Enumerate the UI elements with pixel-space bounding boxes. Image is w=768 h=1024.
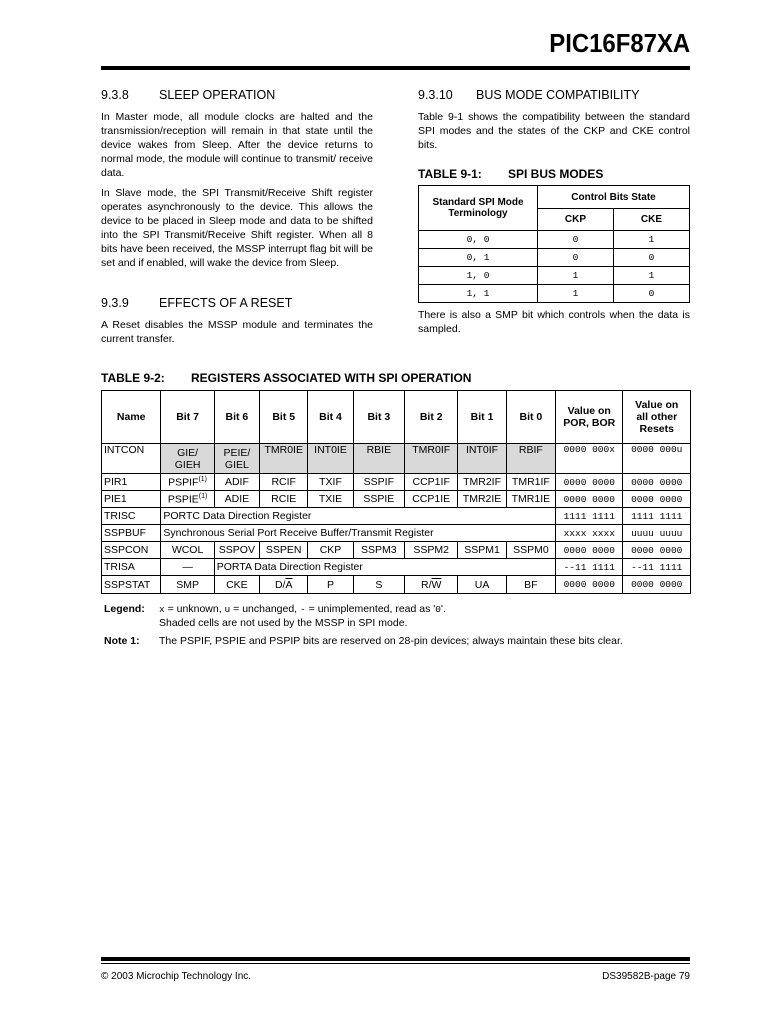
cell-bit0: SSPM0	[506, 542, 555, 559]
header-oth-line3: Resets	[639, 423, 674, 435]
section-number: 9.3.8	[101, 88, 129, 102]
section-9-3-8-heading	[101, 88, 275, 102]
header-oth-line1: Value on	[635, 399, 679, 411]
cell-bit2: TMR0IF	[405, 444, 458, 474]
header-bit7: Bit 7	[161, 391, 214, 444]
legend-text: = unchanged,	[230, 603, 301, 615]
table-number: TABLE 9-1:	[418, 167, 482, 181]
header-por-line2: POR, BOR	[563, 417, 616, 429]
cell-por: xxxx xxxx	[556, 525, 623, 542]
header-bit2: Bit 2	[405, 391, 458, 444]
cell-cke: 1	[613, 267, 689, 285]
page-header-title: PIC16F87XA	[549, 28, 690, 58]
cell-bit7: SMP	[161, 576, 214, 594]
cell-text-overline: $\overline{W}$	[431, 578, 442, 591]
cell-bit1: SSPM1	[458, 542, 506, 559]
cell-ckp: 0	[538, 249, 614, 267]
cell-bit3: SSPM3	[353, 542, 404, 559]
cell-bit3: SSPIE	[353, 491, 404, 508]
cell-bit3: RBIE	[353, 444, 404, 474]
table-9-2-title	[101, 371, 471, 385]
cell-bit3: S	[353, 576, 404, 594]
cell-bit6	[214, 444, 259, 474]
cell-line: GIEH	[174, 458, 201, 471]
cell-description: PORTA Data Direction Register	[214, 559, 555, 576]
cell-bit5	[260, 576, 308, 594]
cell-bit0: TMR1IE	[506, 491, 555, 508]
cell-bit3: SSPIF	[353, 474, 404, 491]
section-number: 9.3.9	[101, 296, 129, 310]
cell-bit1: INT0IF	[458, 444, 506, 474]
table-9-1-title	[418, 167, 603, 181]
cell-name: PIR1	[102, 474, 161, 491]
cell-bit0: BF	[506, 576, 555, 594]
footnote-ref: (1)	[198, 475, 208, 483]
cell-bit1: TMR2IF	[458, 474, 506, 491]
cell-line: GIE/	[177, 446, 199, 459]
cell-description: Synchronous Serial Port Receive Buffer/Transmit Register	[161, 525, 556, 542]
cell-bit6: ADIE	[214, 491, 259, 508]
table-number: TABLE 9-2:	[101, 371, 165, 385]
header-oth-line2: all other	[636, 411, 678, 423]
cell-por: --11 1111	[556, 559, 623, 576]
cell-por: 0000 0000	[556, 576, 623, 594]
cell-text-overline: $\overline{A}$	[285, 578, 293, 591]
cell-bit5: RCIE	[260, 491, 308, 508]
header-bit5: Bit 5	[260, 391, 308, 444]
header-mode-line1: Standard SPI Mode	[432, 197, 524, 208]
cell-bit1: UA	[458, 576, 506, 594]
table-row-trisa	[102, 559, 691, 576]
cell-bit4: P	[308, 576, 353, 594]
header-por	[556, 391, 623, 444]
cell-bit4: INT0IE	[308, 444, 353, 474]
cell-bit1: TMR2IE	[458, 491, 506, 508]
cell-ckp: 0	[538, 231, 614, 249]
footer-rule-thin	[101, 963, 690, 964]
cell-name: PIE1	[102, 491, 161, 508]
cell-bit2	[405, 576, 458, 594]
section-title: SLEEP OPERATION	[159, 88, 276, 102]
table-caption: SPI BUS MODES	[508, 167, 604, 181]
cell-other: uuuu uuuu	[623, 525, 691, 542]
table-caption: REGISTERS ASSOCIATED WITH SPI OPERATION	[191, 371, 472, 385]
cell-line: GIEL	[224, 458, 249, 471]
footnote-ref: (1)	[198, 492, 208, 500]
table-row	[419, 267, 690, 285]
smp-paragraph: There is also a SMP bit which controls when the data is sampled.	[418, 309, 690, 335]
bus-mode-paragraph: Table 9-1 shows the compatibility between the standard SPI modes and the states of the CKP and CKE control bits.	[418, 111, 690, 151]
table-row	[419, 231, 690, 249]
header-ckp: CKP	[538, 209, 614, 231]
legend-text: '.	[440, 603, 446, 615]
header-rule	[101, 66, 690, 70]
cell-bit4: CKP	[308, 542, 353, 559]
table-row-intcon	[102, 444, 691, 474]
cell-name: SSPBUF	[102, 525, 161, 542]
cell-name: TRISA	[102, 559, 161, 576]
section-9-3-9-heading	[101, 296, 292, 310]
legend-text: = unimplemented, read as '	[305, 603, 436, 615]
cell-mode: 0, 1	[419, 249, 538, 267]
cell-bit7	[161, 491, 214, 508]
cell-por: 0000 000x	[556, 444, 623, 474]
legend-symbol: u	[224, 604, 231, 615]
header-other-resets	[623, 391, 691, 444]
section-number: 9.3.10	[418, 88, 453, 102]
cell-other: 0000 0000	[623, 576, 691, 594]
legend-line-1	[159, 603, 446, 615]
table-row-pir1	[102, 474, 691, 491]
cell-bit2: CCP1IE	[405, 491, 458, 508]
header-mode	[419, 186, 538, 231]
cell-line: PEIE/	[223, 446, 251, 459]
table-row-trisc	[102, 508, 691, 525]
cell-bit7: WCOL	[161, 542, 214, 559]
section-title: EFFECTS OF A RESET	[159, 296, 293, 310]
cell-bit7: —	[161, 559, 214, 576]
cell-name: SSPSTAT	[102, 576, 161, 594]
cell-por: 0000 0000	[556, 542, 623, 559]
header-cke: CKE	[613, 209, 689, 231]
cell-mode: 1, 0	[419, 267, 538, 285]
cell-description: PORTC Data Direction Register	[161, 508, 556, 525]
cell-por: 1111 1111	[556, 508, 623, 525]
cell-bit7	[161, 474, 214, 491]
table-row	[419, 249, 690, 267]
footer-copyright: © 2003 Microchip Technology Inc.	[101, 971, 252, 982]
cell-mode: 1, 1	[419, 285, 538, 303]
note-label: Note 1:	[104, 635, 140, 647]
legend-symbol: -	[300, 604, 306, 615]
cell-bit4: TXIF	[308, 474, 353, 491]
cell-bit5: TMR0IE	[260, 444, 308, 474]
cell-bit6: CKE	[214, 576, 259, 594]
footer-rule-thick	[101, 957, 690, 961]
table-row-sspcon	[102, 542, 691, 559]
cell-cke: 0	[613, 249, 689, 267]
table-row-sspbuf	[102, 525, 691, 542]
sleep-paragraph-1: In Master mode, all module clocks are halted and the transmission/reception will remain in that state until the device wakes from Sleep. After the device returns to normal mode, the module will continue to transmit/ receive data.	[101, 111, 373, 179]
cell-other: 0000 0000	[623, 542, 691, 559]
cell-por: 0000 0000	[556, 491, 623, 508]
cell-bit7	[161, 444, 214, 474]
cell-other: 1111 1111	[623, 508, 691, 525]
cell-other: 0000 0000	[623, 491, 691, 508]
cell-other: 0000 0000	[623, 474, 691, 491]
cell-other: --11 1111	[623, 559, 691, 576]
cell-bit2: SSPM2	[405, 542, 458, 559]
section-title: BUS MODE COMPATIBILITY	[476, 88, 640, 102]
legend-text: = unknown,	[164, 603, 225, 615]
header-bit4: Bit 4	[308, 391, 353, 444]
header-control-bits: Control Bits State	[538, 186, 690, 209]
cell-ckp: 1	[538, 267, 614, 285]
cell-text: PSPIF	[168, 476, 199, 489]
header-bit3: Bit 3	[353, 391, 404, 444]
header-name: Name	[102, 391, 161, 444]
cell-bit6: SSPOV	[214, 542, 259, 559]
spi-registers-table	[101, 390, 691, 594]
cell-cke: 1	[613, 231, 689, 249]
cell-por: 0000 0000	[556, 474, 623, 491]
header-mode-line2: Terminology	[448, 208, 508, 219]
footer-page-number: DS39582B-page 79	[602, 971, 690, 982]
table-header-row	[102, 391, 691, 444]
cell-name: SSPCON	[102, 542, 161, 559]
header-por-line1: Value on	[567, 405, 611, 417]
cell-bit5: SSPEN	[260, 542, 308, 559]
cell-name: INTCON	[102, 444, 161, 474]
header-bit0: Bit 0	[506, 391, 555, 444]
cell-text: PSPIE	[167, 493, 199, 506]
cell-bit0: RBIF	[506, 444, 555, 474]
cell-bit2: CCP1IF	[405, 474, 458, 491]
cell-mode: 0, 0	[419, 231, 538, 249]
cell-bit6: ADIF	[214, 474, 259, 491]
cell-bit4: TXIE	[308, 491, 353, 508]
sleep-paragraph-2: In Slave mode, the SPI Transmit/Receive Shift register operates asynchronously to the device. This allows the device to be placed in Sleep mode and data to be shifted into the SPI Transmit/Receive Shift register. When all 8 bits have been received, the MSSP interrupt flag bit will be set and if enabled, will wake the device from Sleep.	[101, 187, 373, 269]
cell-ckp: 1	[538, 285, 614, 303]
table-row-sspstat	[102, 576, 691, 594]
header-bit1: Bit 1	[458, 391, 506, 444]
section-9-3-10-heading	[418, 88, 639, 102]
legend-label: Legend:	[104, 603, 145, 615]
spi-bus-modes-table	[418, 185, 690, 303]
header-bit6: Bit 6	[214, 391, 259, 444]
legend-symbol: 0	[435, 604, 441, 615]
table-row-pie1	[102, 491, 691, 508]
cell-text: D/	[274, 578, 286, 591]
note-text: The PSPIF, PSPIE and PSPIP bits are reserved on 28-pin devices; always maintain these bits clear.	[159, 635, 623, 647]
cell-other: 0000 000u	[623, 444, 691, 474]
cell-text: R/	[420, 578, 432, 591]
table-row	[419, 285, 690, 303]
legend-symbol: x	[159, 604, 165, 615]
reset-paragraph: A Reset disables the MSSP module and terminates the current transfer.	[101, 319, 373, 345]
cell-bit0: TMR1IF	[506, 474, 555, 491]
cell-bit5: RCIF	[260, 474, 308, 491]
cell-name: TRISC	[102, 508, 161, 525]
cell-cke: 0	[613, 285, 689, 303]
legend-line-2: Shaded cells are not used by the MSSP in SPI mode.	[159, 617, 408, 629]
